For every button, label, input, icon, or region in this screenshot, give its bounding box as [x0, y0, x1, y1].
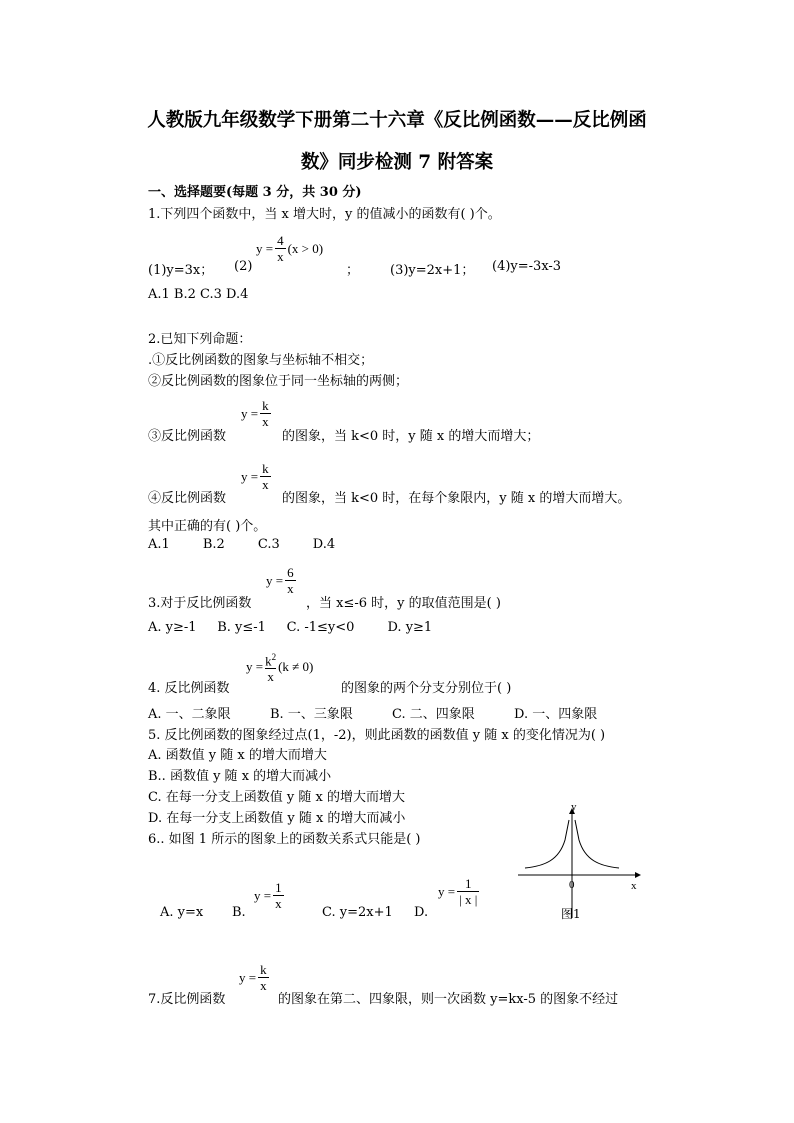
fraction-lhs: y =: [241, 405, 259, 421]
q1-stem: 1.下列四个函数中，当 x 增大时，y 的值减小的函数有( )个。: [148, 207, 501, 222]
q5-answer-c: C. 在每一分支上函数值 y 随 x 的增大而增大: [148, 790, 405, 805]
fraction-lhs: y =: [239, 969, 257, 985]
q5-answer-d: D. 在每一分支上函数值 y 随 x 的增大而减小: [148, 811, 406, 826]
fraction-denominator: x: [277, 249, 284, 264]
q4-fraction: [246, 650, 313, 684]
q6-answer-a: A. y=x: [160, 905, 204, 920]
figure-x-label: x: [631, 880, 637, 892]
q3-stem-post: ，当 x≤-6 时，y 的取值范围是( ): [306, 596, 501, 611]
q1-fraction: [256, 233, 323, 264]
q6-answer-d: D.: [414, 905, 429, 920]
fraction-lhs: y =: [266, 572, 284, 588]
q1-opt1: (1)y=3x；: [148, 263, 214, 278]
q4-answer-c: C. 二、四象限: [392, 707, 475, 722]
q2-stem: 2.已知下列命题：: [148, 332, 252, 347]
q6-answer-b: B.: [232, 905, 246, 920]
fraction-exponent: 2: [271, 652, 277, 662]
q2-proposition-3-post: 的图象，当 k<0 时，y 随 x 的增大而增大；: [282, 429, 540, 444]
q4-answer-d: D. 一、四象限: [514, 707, 598, 722]
q1-opt3: (3)y=2x+1；: [390, 263, 475, 278]
fraction-denominator: x: [275, 896, 282, 911]
q2-fraction-3: [241, 398, 273, 429]
q3-answers: A. y≥-1 B. y≤-1 C. -1≤y<0 D. y≥1: [148, 620, 433, 635]
q7-fraction: [239, 962, 271, 993]
fraction-numerator: 1: [275, 880, 282, 895]
q5-stem: 5. 反比例函数的图象经过点(1，-2)，则此函数的函数值 y 随 x 的变化情况为( ): [148, 728, 606, 743]
q1-semicolon: ；: [346, 263, 360, 278]
x-axis-arrow-icon: [635, 872, 641, 878]
left-branch-curve: [525, 820, 569, 868]
section-heading: 一、选择题要(每题 3 分，共 30 分): [148, 185, 362, 200]
fraction-denominator: x: [262, 477, 269, 492]
figure-caption: 图1: [561, 907, 581, 921]
fraction-numerator: 1: [464, 876, 472, 891]
fraction-numerator: k: [260, 962, 267, 977]
q7-stem-post: 的图象在第二、四象限，则一次函数 y=kx-5 的图象不经过: [278, 992, 619, 1007]
q2-proposition-3-pre: ③反比例函数: [148, 429, 227, 444]
fraction-denominator: x: [262, 414, 269, 429]
q6-fraction-b: [254, 880, 286, 911]
fraction-condition: (k ≠ 0): [278, 659, 314, 675]
q1-opt4: (4)y=-3x-3: [492, 259, 562, 274]
q4-answer-a: A. 一、二象限: [148, 707, 231, 722]
fraction-lhs: y =: [246, 659, 264, 675]
q6-stem: 6.. 如图 1 所示的图象上的函数关系式只能是( ): [148, 832, 421, 847]
fraction-numerator: k: [262, 461, 269, 476]
q7-stem-pre: 7.反比例函数: [148, 992, 226, 1007]
q6-answer-c: C. y=2x+1: [322, 905, 393, 920]
q4-stem-pre: 4. 反比例函数: [148, 681, 230, 696]
page-title-line2: 数》同步检测 7 附答案: [300, 152, 494, 173]
figure-1-graph: [515, 800, 645, 925]
q2-fraction-4: [241, 461, 273, 492]
q2-proposition-4-post: 的图象，当 k<0 时，在每个象限内，y 随 x 的增大而增大。: [282, 491, 631, 506]
fraction-denominator: x: [287, 581, 294, 596]
q2-proposition-2: ②反比例函数的图象位于同一坐标轴的两侧；: [148, 374, 409, 389]
fraction-lhs: y =: [254, 887, 272, 903]
right-branch-curve: [575, 820, 619, 868]
q2-conclusion: 其中正确的有( )个。: [148, 519, 267, 534]
fraction-denominator: x: [267, 669, 274, 685]
q2-answers: A.1 B.2 C.3 D.4: [148, 537, 336, 552]
q1-answers: A.1 B.2 C.3 D.4: [148, 287, 249, 302]
q4-answer-b: B. 一、三象限: [270, 707, 353, 722]
q4-stem-post: 的图象的两个分支分别位于( ): [341, 681, 512, 696]
q5-answer-b: B.. 函数值 y 随 x 的增大而减小: [148, 769, 332, 784]
fraction-lhs: y =: [256, 240, 274, 256]
q6-fraction-d: [438, 876, 481, 907]
fraction-lhs: y =: [241, 468, 259, 484]
page-title-line1: 人教版九年级数学下册第二十六章《反比例函数——反比例函: [147, 110, 647, 131]
figure-y-label: y: [571, 801, 577, 813]
fraction-denominator: x: [260, 978, 267, 993]
fraction-numerator: 4: [277, 233, 284, 248]
q1-opt2-label: (2): [234, 259, 253, 274]
q2-proposition-1: .①反比例函数的图象与坐标轴不相交；: [148, 353, 374, 368]
figure-origin-label: 0: [569, 879, 575, 891]
q5-answer-a: A. 函数值 y 随 x 的增大而增大: [148, 748, 327, 763]
q3-stem-pre: 3.对于反比例函数: [148, 596, 252, 611]
fraction-numerator: 6: [287, 565, 294, 580]
fraction-denominator: | x |: [459, 892, 478, 907]
fraction-condition: (x > 0): [287, 240, 324, 256]
fraction-numerator: k: [262, 398, 269, 413]
fraction-numerator: k: [265, 653, 272, 669]
fraction-lhs: y =: [438, 883, 456, 899]
q2-proposition-4-pre: ④反比例函数: [148, 491, 227, 506]
q3-fraction: [266, 565, 298, 596]
